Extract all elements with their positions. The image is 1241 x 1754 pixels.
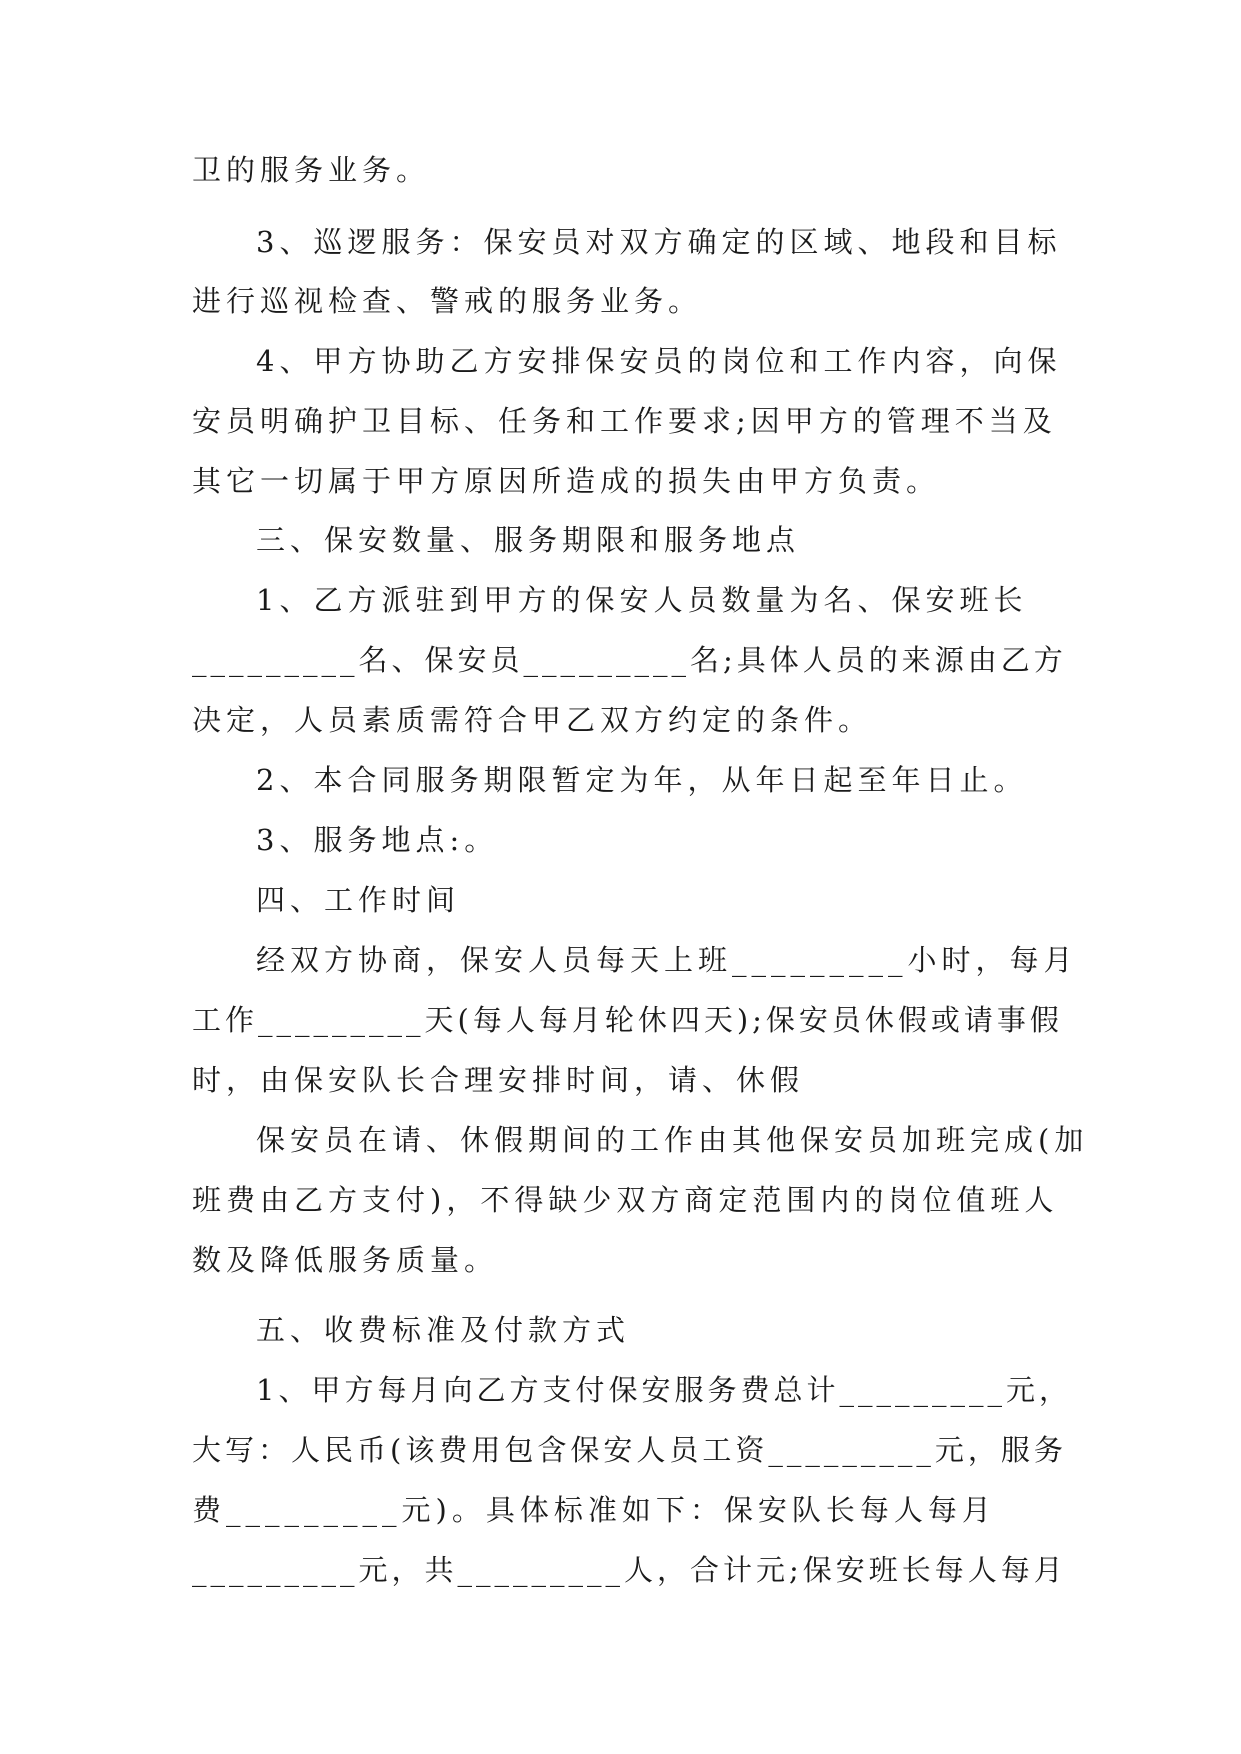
text-line: _________元，共_________人，合计元;保安班长每人每月: [192, 1553, 1067, 1587]
text-line: 其它一切属于甲方原因所造成的损失由甲方负责。: [192, 464, 941, 498]
text-line: 2、本合同服务期限暂定为年，从年日起至年日止。: [256, 763, 1028, 797]
text-line: 1、乙方派驻到甲方的保安人员数量为名、保安班长: [256, 583, 1028, 617]
text-line: 时，由保安队长合理安排时间，请、休假: [192, 1063, 805, 1097]
text-line: 4、甲方协助乙方安排保安员的岗位和工作内容，向保: [256, 344, 1062, 378]
text-line: 进行巡视检查、警戒的服务业务。: [192, 284, 703, 318]
text-line: 保安员在请、休假期间的工作由其他保安员加班完成(加: [256, 1123, 1089, 1157]
text-line: 大写：人民币(该费用包含保安人员工资_________元，服务: [192, 1433, 1067, 1467]
section-heading: 五、收费标准及付款方式: [256, 1313, 631, 1347]
text-line: 经双方协商，保安人员每天上班_________小时，每月: [256, 943, 1078, 977]
text-line: 工作_________天(每人每月轮休四天);保安员休假或请事假: [192, 1003, 1063, 1037]
text-line: 费_________元)。具体标准如下：保安队长每人每月: [192, 1493, 996, 1527]
text-line: 3、巡逻服务：保安员对双方确定的区域、地段和目标: [256, 225, 1062, 259]
text-line: 1、甲方每月向乙方支付保安服务费总计_________元，: [256, 1373, 1072, 1407]
section-heading: 四、工作时间: [256, 883, 461, 917]
text-line: 3、服务地点:。: [256, 823, 499, 857]
section-heading: 三、保安数量、服务期限和服务地点: [256, 523, 801, 557]
text-line: 卫的服务业务。: [192, 153, 431, 187]
text-line: 决定，人员素质需符合甲乙双方约定的条件。: [192, 703, 873, 737]
text-line: 数及降低服务质量。: [192, 1243, 499, 1277]
text-line: 班费由乙方支付)，不得缺少双方商定范围内的岗位值班人: [192, 1183, 1059, 1217]
text-line: _________名、保安员_________名;具体人员的来源由乙方: [192, 643, 1067, 677]
text-line: 安员明确护卫目标、任务和工作要求;因甲方的管理不当及: [192, 404, 1057, 438]
